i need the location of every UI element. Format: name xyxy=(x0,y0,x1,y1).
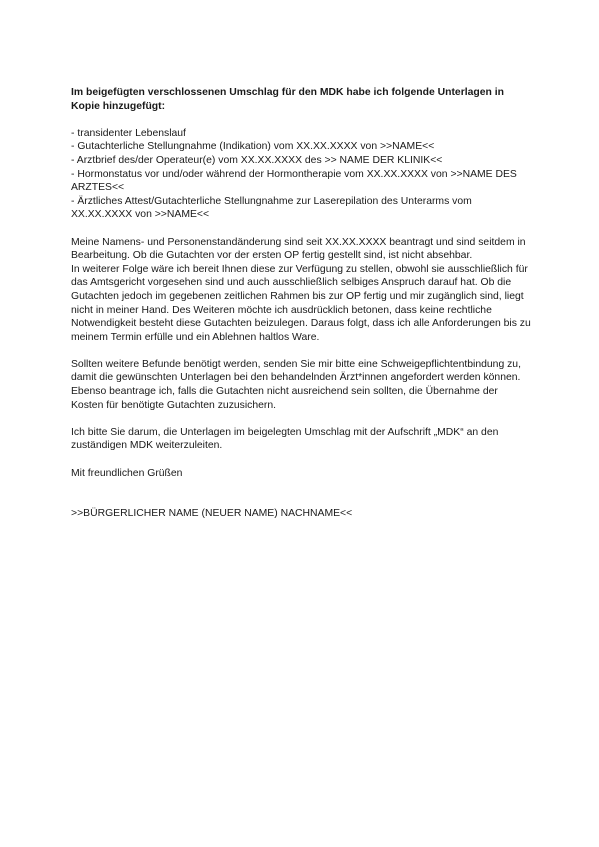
enclosure-item: - transidenter Lebenslauf xyxy=(71,127,186,139)
letter-body xyxy=(71,86,533,521)
enclosure-item: - Ärztliches Attest/Gutachterliche Stellungnahme zur Laserepilation des Unterarms vom XX.XX.XXXX von >>NAME<< xyxy=(71,195,472,221)
signature-name: >>BÜRGERLICHER NAME (NEUER NAME) NACHNAME<< xyxy=(71,508,353,520)
paragraph-name-change: Meine Namens- und Personenstandänderung sind seit XX.XX.XXXX beantragt und sind seitdem in Bearbeitung. Ob die Gutachten vor der ersten OP fertig gestellt sind, ist nicht absehbar. xyxy=(71,236,526,262)
paragraph-further-findings: Sollten weitere Befunde benötigt werden, senden Sie mir bitte eine Schweigepflichtentbindung zu, damit die gewünschten Unterlagen bei den behandelnden Ärzt*innen angefordert werden können. Ebenso beantrage ich, falls die Gutachten nicht ausreichend sein sollten, die Übernahme der Kosten für benötigte Gutachten zuzusichern. xyxy=(71,358,521,411)
enclosure-item: - Arztbrief des/der Operateur(e) vom XX.XX.XXXX des >> NAME DER KLINIK<< xyxy=(71,154,443,166)
enclosure-item: - Hormonstatus vor und/oder während der Hormontherapie vom XX.XX.XXXX von >>NAME DES ARZTES<< xyxy=(71,168,517,194)
paragraph-expert-opinions: In weiterer Folge wäre ich bereit Ihnen diese zur Verfügung zu stellen, obwohl sie ausschließlich für das Amtsgericht vorgesehen sind und auch ausschließlich selbiges Anspruch darauf hat. Ob die Gutachten jedoch im gegebenen zeitlichen Rahmen bis zur OP fertig und mir zugänglich sind, liegt nicht in meiner Hand. Des Weiteren möchte ich ausdrücklich betonen, dass keine rechtliche Notwendigkeit besteht diese Gutachten beizulegen. Daraus folgt, dass ich alle Anforderungen bis zu meinem Termin erfülle und ein Ablehnen haltlos Ware. xyxy=(71,263,531,343)
enclosure-item: - Gutachterliche Stellungnahme (Indikation) vom XX.XX.XXXX von >>NAME<< xyxy=(71,141,435,153)
closing-greeting: Mit freundlichen Grüßen xyxy=(71,467,183,479)
letter-heading: Im beigefügten verschlossenen Umschlag für den MDK habe ich folgende Unterlagen in Kopie hinzugefügt: xyxy=(71,87,505,112)
enclosure-list xyxy=(71,127,533,222)
paragraph-forwarding-request: Ich bitte Sie darum, die Unterlagen im beigelegten Umschlag mit der Aufschrift „MDK“ an den zuständigen MDK weiterzuleiten. xyxy=(71,426,499,452)
